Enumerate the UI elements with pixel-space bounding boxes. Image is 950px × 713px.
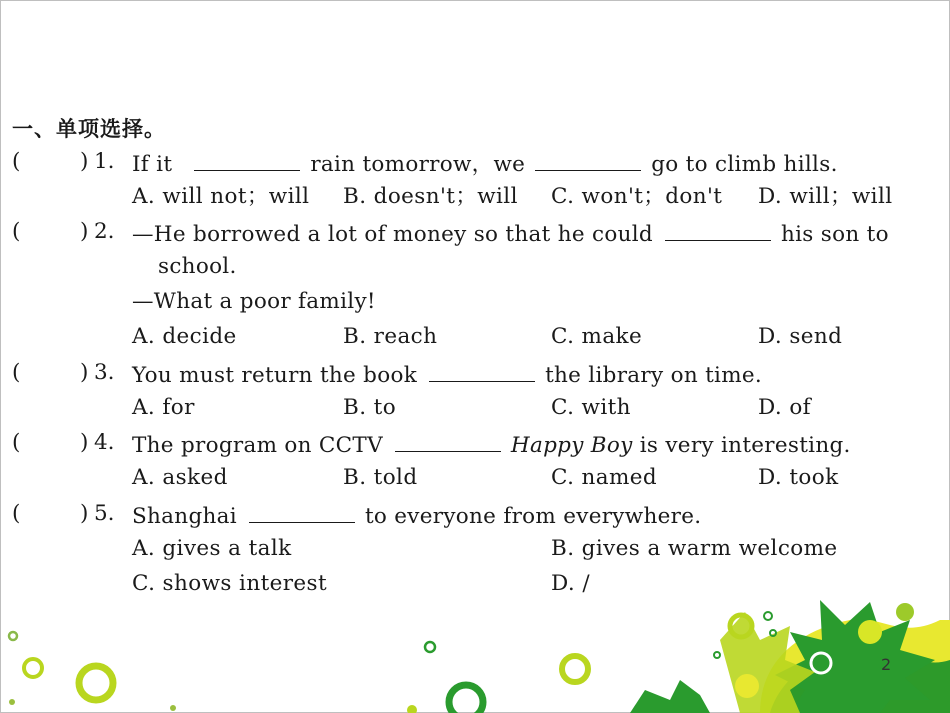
- option-5b[interactable]: B. gives a warm welcome: [551, 536, 838, 561]
- question-number-1: 1.: [94, 149, 115, 174]
- question-number-3: 3.: [94, 360, 115, 385]
- option-4a[interactable]: A. asked: [132, 465, 228, 490]
- paren-right: ): [80, 430, 89, 455]
- question-number-4: 4.: [94, 430, 115, 455]
- option-3b[interactable]: B. to: [343, 395, 397, 420]
- question-1-text-a: If it: [132, 152, 173, 177]
- option-1c[interactable]: C. won't；don't: [551, 184, 723, 209]
- question-3-text-a: You must return the book: [132, 363, 418, 388]
- option-1a[interactable]: A. will not；will: [132, 184, 310, 209]
- option-5a[interactable]: A. gives a talk: [132, 536, 292, 561]
- ring-decoration-icon: [9, 612, 831, 713]
- question-4-text-a: The program on CCTV: [132, 433, 383, 458]
- question-5-text-a: Shanghai: [132, 504, 237, 529]
- question-2-reply: —What a poor family!: [132, 289, 376, 314]
- paren-right: ): [80, 501, 89, 526]
- question-5-text-b: to everyone from everywhere.: [364, 504, 702, 529]
- question-1-text-c: go to climb hills.: [651, 152, 838, 177]
- option-2a[interactable]: A. decide: [132, 324, 237, 349]
- question-2-text-a: —He borrowed a lot of money so that he could: [132, 222, 653, 247]
- option-4d[interactable]: D. took: [758, 465, 839, 490]
- paren-right: ): [80, 219, 89, 244]
- question-number-5: 5.: [94, 501, 115, 526]
- option-1b[interactable]: B. doesn't；will: [343, 184, 518, 209]
- option-1d[interactable]: D. will；will: [758, 184, 893, 209]
- question-2-text-b: his son to: [780, 222, 889, 247]
- section-title: 一、单项选择。: [12, 117, 166, 141]
- page-number: 2: [881, 655, 892, 674]
- option-5d[interactable]: D. /: [551, 571, 590, 596]
- program-title: Happy Boy: [510, 433, 633, 458]
- option-3a[interactable]: A. for: [132, 395, 195, 420]
- paren-right: ): [80, 360, 89, 385]
- option-4c[interactable]: C. named: [551, 465, 658, 490]
- paren-left: (: [12, 149, 21, 174]
- question-1-text-b: rain tomorrow，we: [310, 152, 526, 177]
- question-3-text-b: the library on time.: [545, 363, 763, 388]
- option-4b[interactable]: B. told: [343, 465, 418, 490]
- option-2c[interactable]: C. make: [551, 324, 643, 349]
- paren-left: (: [12, 360, 21, 385]
- question-2-continuation: school.: [158, 254, 237, 279]
- option-3d[interactable]: D. of: [758, 395, 812, 420]
- option-3c[interactable]: C. with: [551, 395, 631, 420]
- paren-left: (: [12, 219, 21, 244]
- leaf-cluster-icon: [630, 600, 950, 713]
- option-5c[interactable]: C. shows interest: [132, 571, 328, 596]
- paren-left: (: [12, 501, 21, 526]
- question-number-2: 2.: [94, 219, 115, 244]
- paren-left: (: [12, 430, 21, 455]
- question-4-text-b: is very interesting.: [639, 433, 851, 458]
- option-2b[interactable]: B. reach: [343, 324, 438, 349]
- paren-right: ): [80, 149, 89, 174]
- option-2d[interactable]: D. send: [758, 324, 843, 349]
